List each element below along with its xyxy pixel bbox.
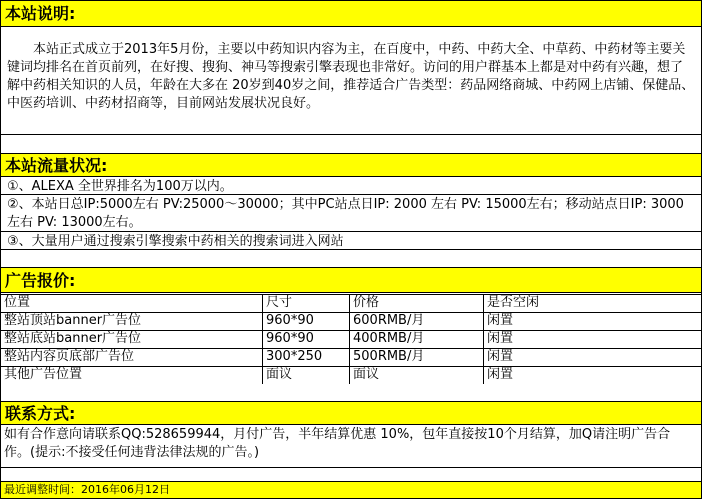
ad-status: 闲置: [487, 367, 514, 382]
table-row: [1, 312, 701, 328]
table-row: [1, 330, 701, 346]
traffic-item-3: ③、大量用户通过搜索引擎搜索中药相关的搜索词进入网站: [1, 233, 701, 250]
last-updated: 最近调整时间：2016年06月12日: [1, 481, 701, 498]
table-row: [1, 348, 701, 364]
ad-position: 整站顶站banner广告位: [4, 313, 142, 328]
ad-price: 500RMB/月: [353, 349, 425, 364]
ad-status: 闲置: [487, 313, 514, 328]
ad-price: 面议: [353, 367, 380, 382]
ad-position: 整站内容页底部广告位: [4, 349, 135, 364]
ad-size: 面议: [266, 367, 293, 382]
ad-price: 400RMB/月: [353, 331, 425, 346]
about-title: 本站说明:: [5, 4, 76, 23]
traffic-header: [1, 153, 701, 177]
ads-table-header: [1, 294, 701, 310]
ad-status: 闲置: [487, 349, 514, 364]
table-divider: [349, 294, 350, 384]
about-paragraph: 本站正式成立于2013年5月份，主要以中药知识内容为主，在百度中，中药、中药大全、中草药、中药材等主要关键词均排名在首页前列，在好搜、搜狗、神马等搜索引擎表现也非常好。访问的用户群基本上都是对中药有兴趣，想了解中药相关知识的人员，年龄在大多在 20岁到40岁之间，推荐适合广告类型：药品网络商城、中药网上店铺、保健品、中医药培训、中药材招商等，目前网站发展状况良好。: [7, 42, 695, 111]
col-availability: 是否空闲: [487, 295, 540, 310]
contact-text: 如有合作意向请联系QQ:528659944，月付广告，半年结算优惠 10%，包年直接按10个月结算，加Q请注明广告合作。(提示:不接受任何违背法律法规的广告。): [4, 427, 671, 460]
table-divider: [262, 294, 263, 384]
traffic-title: 本站流量状况:: [5, 156, 108, 175]
ad-size: 960*90: [266, 331, 314, 346]
ad-size: 960*90: [266, 313, 314, 328]
about-header: [1, 1, 701, 27]
traffic-item-2: ②、本站日总IP:5000左右 PV:25000～30000；其中PC站点日IP: 2000 左右 PV: 15000左右；移动站点日IP: 3000 左右 PV: 13000左右。: [1, 196, 701, 232]
contact-title: 联系方式:: [5, 404, 76, 423]
ad-size: 300*250: [266, 349, 323, 364]
contact-header: [1, 401, 701, 425]
ads-header: [1, 267, 701, 293]
table-row: [1, 366, 701, 382]
ad-price: 600RMB/月: [353, 313, 425, 328]
divider: [1, 134, 701, 135]
col-position: 位置: [4, 295, 31, 310]
ad-position: 其他广告位置: [4, 367, 83, 382]
ad-status: 闲置: [487, 331, 514, 346]
ad-position: 整站底站banner广告位: [4, 331, 142, 346]
col-size: 尺寸: [266, 295, 293, 310]
table-divider: [483, 294, 484, 384]
traffic-item-1: ①、ALEXA 全世界排名为100万以内。: [1, 178, 701, 195]
divider: [1, 467, 701, 468]
ads-title: 广告报价:: [5, 271, 76, 290]
col-price: 价格: [353, 295, 380, 310]
